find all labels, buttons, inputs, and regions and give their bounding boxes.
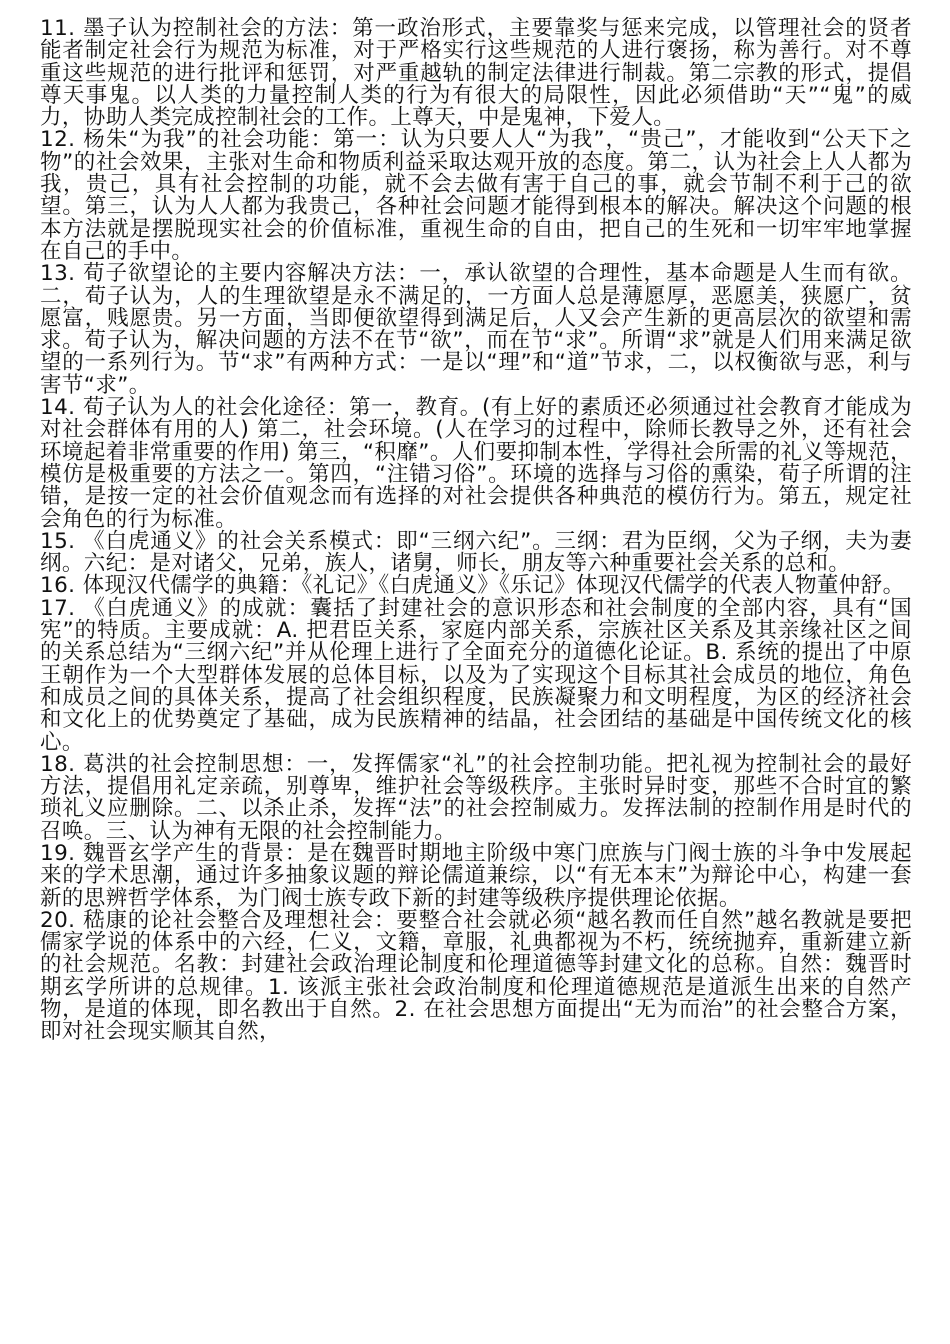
paragraph-15: 15. 《白虎通义》的社会关系模式：即“三纲六纪”。三纲：君为臣纲，父为子纲，夫为妻纲。六纪：是对诸父，兄弟，族人，诸舅，师长，朋友等六种重要社会关系的总和。 (40, 528, 912, 577)
paragraph-19: 19. 魏晋玄学产生的背景：是在魏晋时期地主阶级中寒门庶族与门阀士族的斗争中发展起来的学术思潮，通过许多抽象议题的辩论儒道兼综，以“有无本末”为辩论中心，构建一套新的思辨哲学体系，为门阀士族专政下新的封建等级秩序提供理论依据。 (40, 840, 912, 911)
paragraph-14: 14. 荀子认为人的社会化途径：第一，教育。(有上好的素质还必须通过社会教育才能成为对社会群体有用的人) 第二，社会环境。(人在学习的过程中，除师长教导之外，还有社会环境起着非常重要的作用) 第三，“积靡”。人们要抑制本性，学得社会所需的礼义等规范，模仿是极重要的方法之一。第四，“注错习俗”。环境的选择与习俗的熏染，荀子所谓的注错，是按一定的社会价值观念而有选择的对社会提供各种典范的模仿行为。第五，规定社会角色的行为标准。 (40, 395, 912, 532)
paragraph-11: 11. 墨子认为控制社会的方法：第一政治形式，主要靠奖与惩来完成，以管理社会的贤者能者制定社会行为规范为标准，对于严格实行这些规范的人进行褒扬，称为善行。对不尊重这些规范的进行批评和惩罚，对严重越轨的制定法律进行制裁。第二宗教的形式，提倡尊天事鬼。以人类的力量控制人类的行为有很大的局限性，因此必须借助“天”“鬼”的威力，协助人类完成控制社会的工作。上尊天，中是鬼神，下爱人。 (40, 16, 912, 131)
paragraph-12: 12. 杨朱“为我”的社会功能：第一：认为只要人人“为我”，“贵己”，才能收到“公天下之物”的社会效果，主张对生命和物质利益采取达观开放的态度。第二，认为社会上人人都为我，贵己，具有社会控制的功能，就不会去做有害于自己的事，就会节制不利于己的欲望。第三，认为人人都为我贵己，各种社会问题才能得到根本的解决。解决这个问题的根本方法就是摆脱现实社会的价值标准，重视生命的自由，把自己的生死和一切牢牢地掌握在自己的手中。 (40, 127, 912, 264)
paragraph-18: 18. 葛洪的社会控制思想：一，发挥儒家“礼”的社会控制功能。把礼视为控制社会的最好方法，提倡用礼定亲疏，别尊卑，维护社会等级秩序。主张时异时变，那些不合时宜的繁琐礼义应删除。二、以杀止杀，发挥“法”的社会控制威力。发挥法制的控制作用是时代的召唤。三、认为神有无限的社会控制能力。 (40, 751, 912, 844)
paragraph-16: 16. 体现汉代儒学的典籍：《礼记》《白虎通义》《乐记》体现汉代儒学的代表人物董仲舒。 (40, 573, 905, 599)
paragraph-13: 13. 荀子欲望论的主要内容解决方法：一，承认欲望的合理性，基本命题是人生而有欲。二，荀子认为，人的生理欲望是永不满足的，一方面人总是薄愿厚，恶愿美，狭愿广，贫愿富，贱愿贵。另一方面，当即便欲望得到满足后，人又会产生新的更高层次的欲望和需求。荀子认为，解决问题的方法不在节“欲”，而在节“求”。所谓“求”就是人们用来满足欲望的一系列行为。节“求”有两种方式：一是以“理”和“道”节求，二，以权衡欲与恶，利与害节“求”。 (40, 261, 912, 398)
paragraph-17: 17. 《白虎通义》的成就：囊括了封建社会的意识形态和社会制度的全部内容，具有“国宪”的特质。主要成就：A. 把君臣关系，家庭内部关系，宗族社区关系及其亲缘社区之间的关系总结为“三纲六纪”并从伦理上进行了全面充分的道德化论证。B. 系统的提出了中原王朝作为一个大型群体发展的总体目标，以及为了实现这个目标其社会成员的地位，角色和成员之间的具体关系，提高了社会组织程度，民族凝聚力和文明程度，为区的经济社会和文化上的优势奠定了基础，成为民族精神的结晶，社会团结的基础是中国传统文化的核心。 (40, 595, 912, 755)
paragraph-20: 20. 嵇康的论社会整合及理想社会：要整合社会就必须“越名教而任自然”越名教就是要把儒家学说的体系中的六经，仁义，文籍，章服，礼典都视为不朽，统统抛弃，重新建立新的社会规范。名教：封建社会政治理论制度和伦理道德等封建文化的总称。自然：魏晋时期玄学所讲的总规律。1. 该派主张社会政治制度和伦理道德规范是道派生出来的自然产物，是道的体现，即名教出于自然。2. 在社会思想方面提出“无为而治”的社会整合方案，即对社会现实顺其自然， (40, 907, 912, 1045)
